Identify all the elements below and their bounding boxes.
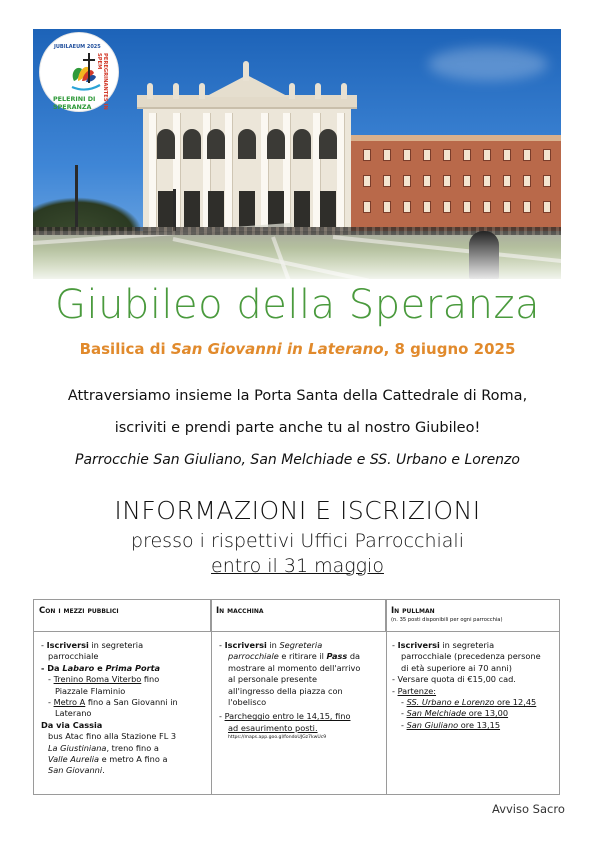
lateran-palace xyxy=(351,135,561,231)
list-item: - Partenze: xyxy=(392,685,437,696)
list-item: - Da Labaro e Prima Porta xyxy=(41,662,161,673)
list-item-cont: parrocchiale e ritirare il Pass da xyxy=(228,651,361,662)
list-item: - Parcheggio entro le 14,15, fino xyxy=(219,711,351,722)
bus-seats-note: (n. 35 posti disponibili per ogni parrocchia) xyxy=(391,617,503,623)
departure-melchiade: - San Melchiade ore 13,00 xyxy=(401,708,509,719)
publisher-brand: Avviso Sacro xyxy=(492,802,565,816)
cloud xyxy=(428,47,548,81)
list-item-cont: al personale presente xyxy=(228,674,318,685)
list-item: - Iscriversi in Segreteria xyxy=(219,640,323,650)
column-public-transport xyxy=(41,633,209,794)
list-item: Da via Cassia xyxy=(41,719,103,730)
list-item-cont: Piazzale Flaminio xyxy=(55,685,126,696)
column-bus xyxy=(392,633,558,794)
departure-urbano-lorenzo: - SS. Urbano e Lorenzo ore 12,45 xyxy=(401,697,537,708)
list-item-cont: l'obelisco xyxy=(228,697,267,708)
list-item-cont: Valle Aurelia e metro A fino a xyxy=(48,754,168,765)
logo-side-text: PEREGRINANTES IN SPEM xyxy=(96,53,108,110)
registration-deadline: entro il 31 maggio xyxy=(211,555,384,577)
departure-giuliano: - San Giuliano ore 13,15 xyxy=(401,719,501,730)
list-item: - Iscriversi in segreteria xyxy=(41,640,144,650)
list-item: - Versare quota di €15,00 cad. xyxy=(392,674,516,685)
transport-table xyxy=(33,599,560,795)
list-item: - Trenino Roma Viterbo fino xyxy=(48,674,160,685)
list-item-cont: Laterano xyxy=(55,708,92,719)
list-item-cont: bus Atac fino alla Stazione FL 3 xyxy=(48,731,177,742)
list-item-cont: La Giustiniana, treno fino a xyxy=(48,742,159,753)
parking-map-link[interactable]: https://maps.app.goo.gl/fondoUJGz7kwUc9 xyxy=(228,735,327,741)
list-item-cont: parrocchiale (precedenza persone xyxy=(401,651,541,662)
list-item-cont: ad esaurimento posti. xyxy=(228,722,318,733)
list-item: - Metro A fino a San Giovanni in xyxy=(48,697,178,708)
logo-bottom-text: PELERINI DI SPERANZA xyxy=(53,95,96,111)
event-subtitle: Basilica di San Giovanni in Laterano, 8 giugno 2025 xyxy=(79,340,516,358)
intro-line-2: iscriviti e prendi parte anche tu al nostro Giubileo! xyxy=(114,420,481,436)
list-item: - Iscriversi in segreteria xyxy=(392,640,495,650)
parishes-line: Parrocchie San Giuliano, San Melchiade e SS. Urbano e Lorenzo xyxy=(75,452,520,468)
intro-line-1: Attraversiamo insieme la Porta Santa della Cattedrale di Roma, xyxy=(67,388,528,404)
header-car: In macchina xyxy=(211,600,386,632)
main-title: Giubileo della Speranza xyxy=(54,282,541,328)
list-item-cont: parrocchiale xyxy=(48,651,99,662)
info-heading: INFORMAZIONI E ISCRIZIONI xyxy=(114,496,481,525)
header-bus: In pullman (n. 35 posti disponibili per ogni parrocchia) xyxy=(386,600,559,632)
logo-top-text: JUBILAEUM 2025 xyxy=(54,44,101,50)
list-item-cont: di età superiore ai 70 anni) xyxy=(401,662,512,673)
column-car xyxy=(219,633,383,794)
header-public-transport: Con i mezzi pubblici xyxy=(34,600,211,632)
list-item-cont: San Giovanni. xyxy=(48,765,105,776)
list-item-cont: all'ingresso della piazza con xyxy=(228,685,343,696)
jubilee-logo xyxy=(40,33,118,111)
info-subheading: presso i rispettivi Uffici Parrocchiali xyxy=(131,530,464,552)
list-item-cont: mostrare al momento dell'arrivo xyxy=(228,662,361,673)
